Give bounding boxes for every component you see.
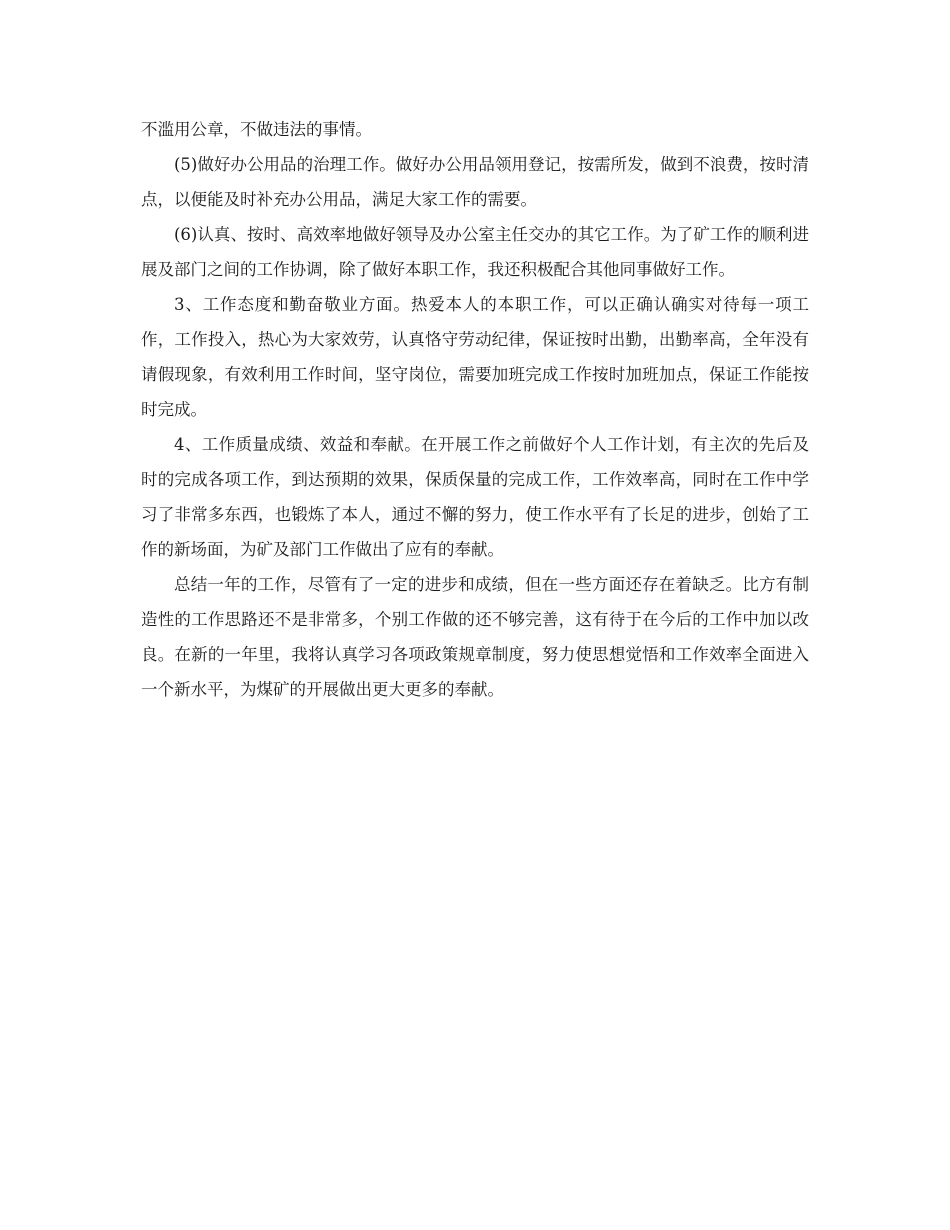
document-body [141,112,809,707]
paragraph-assigned-tasks: (6)认真、按时、高效率地做好领导及办公室主任交办的其它工作。为了矿工作的顺利进展及部门之间的工作协调，除了做好本职工作，我还积极配合其他同事做好工作。 [141,225,809,279]
paragraph-work-quality: 4、工作质量成绩、效益和奉献。在开展工作之前做好个人工作计划，有主次的先后及时的完成各项工作，到达预期的效果，保质保量的完成工作，工作效率高，同时在工作中学习了非常多东西，也锻炼了本人，通过不懈的努力，使工作水平有了长足的进步，创始了工作的新场面，为矿及部门工作做出了应有的奉献。 [141,435,809,559]
paragraph-work-attitude: 3、工作态度和勤奋敬业方面。热爱本人的本职工作，可以正确认确实对待每一项工作，工作投入，热心为大家效劳，认真恪守劳动纪律，保证按时出勤，出勤率高，全年没有请假现象，有效利用工作时间，坚守岗位，需要加班完成工作按时加班加点，保证工作能按时完成。 [141,295,809,419]
paragraph-summary: 总结一年的工作，尽管有了一定的进步和成绩，但在一些方面还存在着缺乏。比方有制造性的工作思路还不是非常多，个别工作做的还不够完善，这有待于在今后的工作中加以改良。在新的一年里，我将认真学习各项政策规章制度，努力使思想觉悟和工作效率全面进入一个新水平，为煤矿的开展做出更大更多的奉献。 [141,575,809,699]
paragraph-office-supplies: (5)做好办公用品的治理工作。做好办公用品领用登记，按需所发，做到不浪费，按时清点，以便能及时补充办公用品，满足大家工作的需要。 [141,155,809,209]
paragraph-continuation: 不滥用公章，不做违法的事情。 [141,120,372,139]
